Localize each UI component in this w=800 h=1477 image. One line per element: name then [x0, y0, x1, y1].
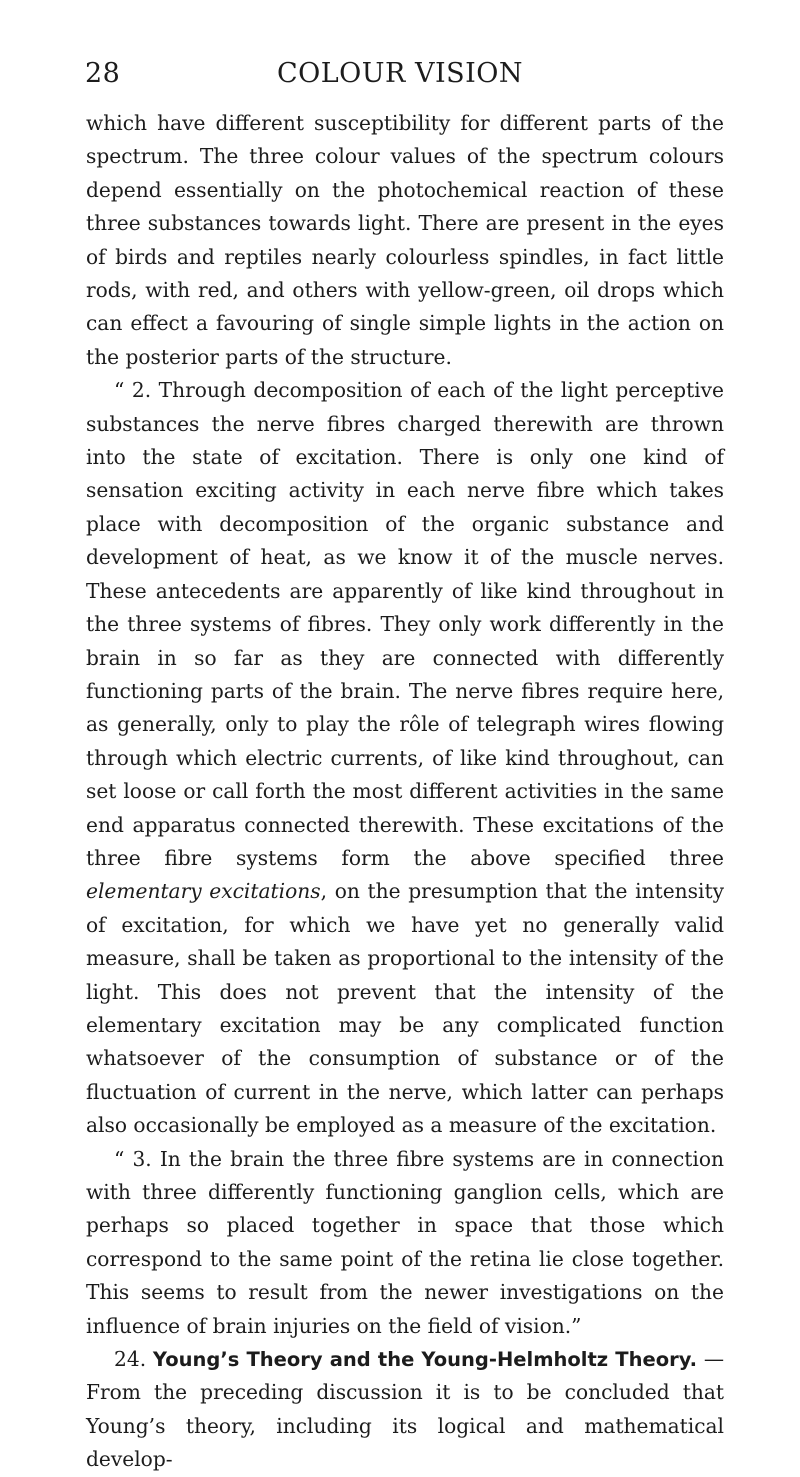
section-24-paragraph: [86, 1343, 724, 1477]
page-header: [85, 58, 715, 98]
section-text: —From the preceding discussion it is to be concluded that Young’s theory, including its logical and mathematical develop-: [86, 1347, 724, 1472]
paragraph-2: [86, 374, 724, 1142]
page-number: 28: [85, 58, 121, 89]
section-number: 24.: [114, 1347, 147, 1372]
emphasis-elementary-excitations: elementary excitations: [86, 879, 321, 904]
paragraph-1: which have different susceptibility for different parts of the spectrum. The three colour values of the spectrum colours depend essentially on the photochemical reaction of these three substances towards light. There are present in the eyes of birds and reptiles nearly colourless spindles, in fact little rods, with red, and others with yellow-green, oil drops which can effect a favouring of single simple lights in the action on the posterior parts of the structure.: [86, 111, 724, 369]
paragraph-3: “ 3. In the brain the three fibre systems are in connection with three differently functioning ganglion cells, which are perhaps so placed together in space that those which correspond to the same point of the retina lie close together. This seems to result from the newer investigations on the influence of brain injuries on the field of vision.”: [86, 1146, 724, 1338]
running-title: COLOUR VISION: [276, 58, 524, 89]
paragraph-2-text-start: “ 2. Through decomposition of each of the light perceptive substances the nerve fibres charged therewith are thrown into the state of excitation. There is only one kind of sensation exciting activity in each nerve fibre which takes place with decomposition of the organic substance and development of heat, as we know it of the muscle nerves. These antecedents are apparently of like kind throughout in the three systems of fibres. They only work differently in the brain in so far as they are connected with differently functioning parts of the brain. The nerve fibres require here, as generally, only to play the rôle of telegraph wires flowing through which electric currents, of like kind throughout, can set loose or call forth the most different activities in the same end apparatus connected therewith. These excitations of the three fibre systems form the above specified three: [86, 378, 724, 870]
body-text: [86, 107, 724, 1477]
section-title: Young’s Theory and the Young-Helmholtz Theory.: [152, 1348, 698, 1372]
paragraph-2-text-end: , on the presumption that the intensity of excitation, for which we have yet no generally valid measure, shall be taken as proportional to the intensity of the light. This does not prevent that the intensity of the elementary excitation may be any complicated function whatsoever of the consumption of substance or of the fluctuation of current in the nerve, which latter can perhaps also occasionally be employed as a measure of the excitation.: [86, 879, 725, 1138]
